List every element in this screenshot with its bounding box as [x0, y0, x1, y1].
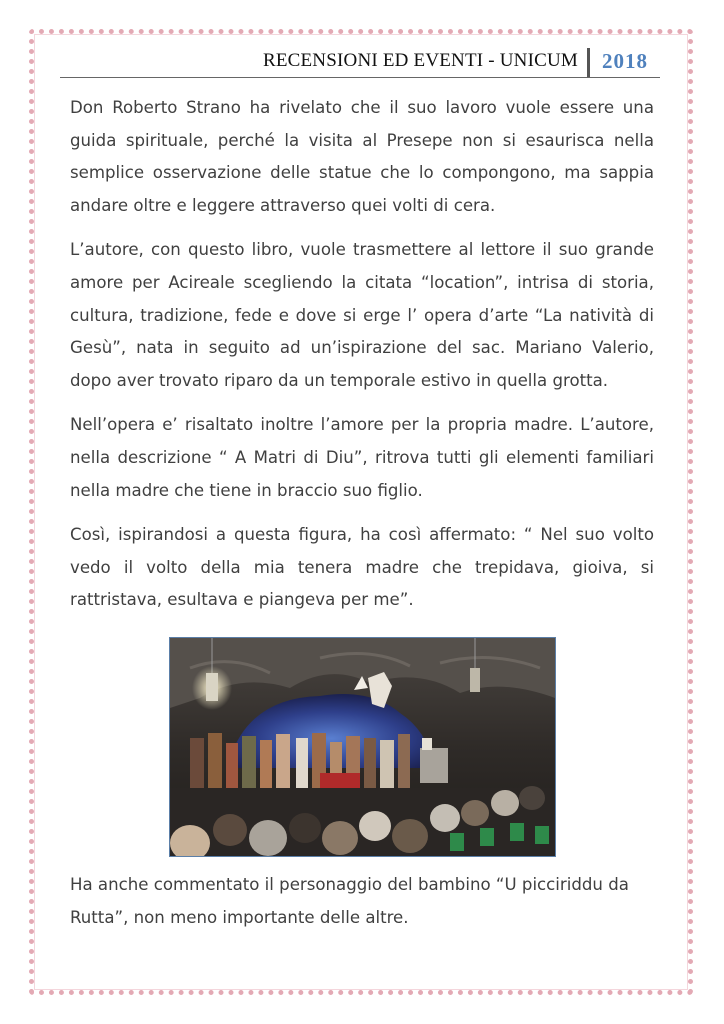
header-title: RECENSIONI ED EVENTI - UNICUM	[262, 50, 578, 71]
closing-paragraph	[70, 869, 654, 934]
header-separator	[587, 48, 590, 78]
nativity-grotto-photo	[169, 637, 556, 857]
article-body	[70, 92, 654, 629]
paragraph-4: Così, ispirandosi a questa figura, ha così affermato: “ Nel suo volto vedo il volto della mia tenera madre che trepidava, gioiva, si rattristava, esultava e piangeva per me”.	[70, 525, 654, 610]
closing-text: Ha anche commentato il personaggio del bambino “U picciriddu da Rutta”, non meno importante delle altre.	[70, 875, 629, 927]
paragraph-3: Nell’opera e’ risaltato inoltre l’amore per la propria madre. L’autore, nella descrizione “ A Matri di Diu”, ritrova tutti gli elementi familiari nella madre che tiene in braccio suo figlio.	[70, 415, 654, 500]
page-header	[60, 48, 660, 80]
paragraph-1: Don Roberto Strano ha rivelato che il suo lavoro vuole essere una guida spirituale, perché la visita al Presepe non si esaurisca nella semplice osservazione delle statue che lo compongono, ma sappia andare oltre e leggere attraverso quei volti di cera.	[70, 98, 654, 215]
header-year: 2018	[602, 49, 648, 73]
header-rule	[60, 77, 660, 78]
paragraph-2: L’autore, con questo libro, vuole trasmettere al lettore il suo grande amore per Acireale scegliendo la citata “location”, intrisa di storia, cultura, tradizione, fede e dove si erge l’ opera d’arte “La natività di Gesù”, nata in seguito ad un’ispirazione del sac. Mariano Valerio, dopo aver trovato riparo da un temporale estivo in quella grotta.	[70, 240, 654, 390]
